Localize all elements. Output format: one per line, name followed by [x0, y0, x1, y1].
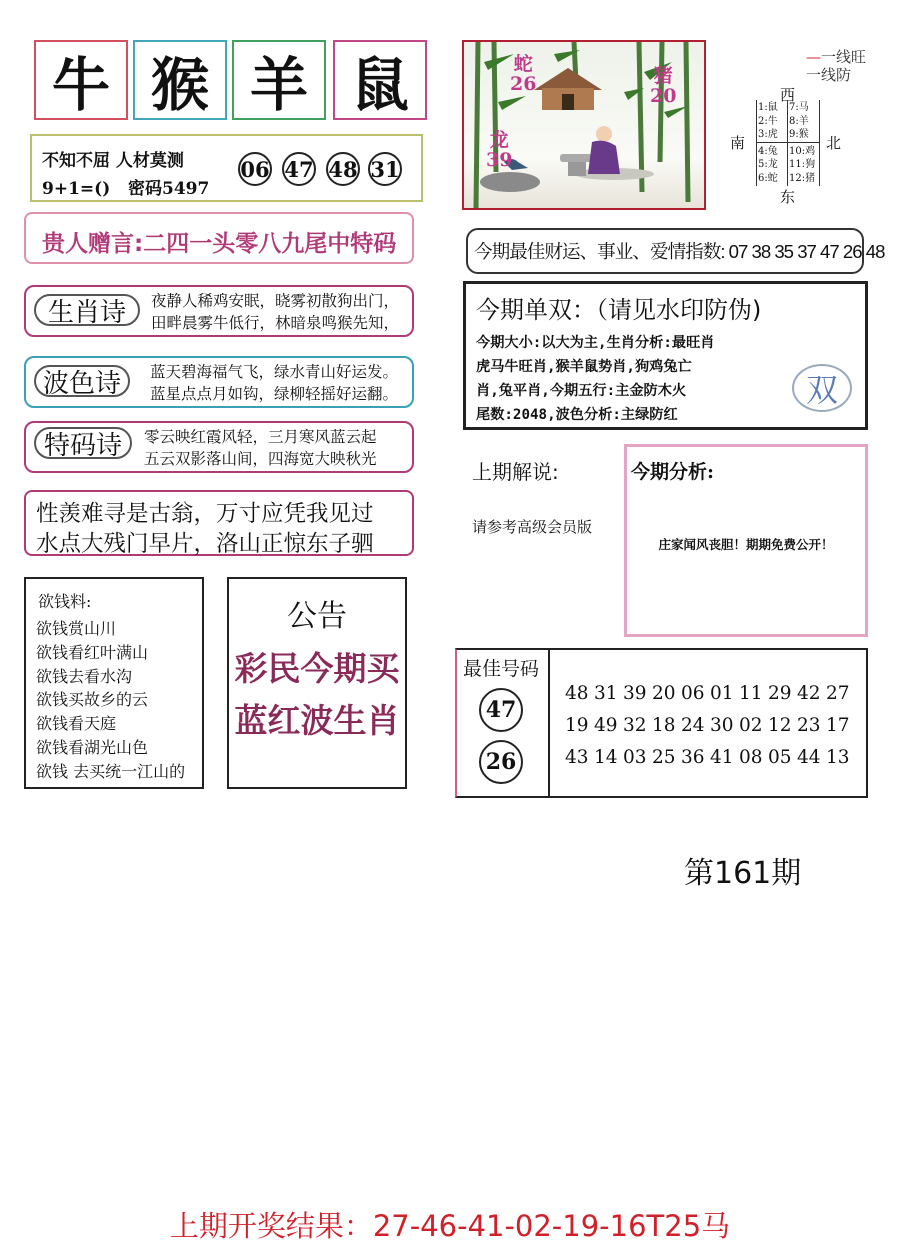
zodiac-poem-label: 生肖诗: [34, 294, 140, 326]
money-line: 欲钱买故乡的云: [36, 690, 149, 709]
compass-center-line: [787, 100, 788, 186]
compass-zodiac-left: 1:鼠 2:牛 3:虎 4:兔 5:龙 6:蛇: [758, 102, 778, 184]
odd-even-line: 尾数:2048,波色分析:主绿防红: [476, 407, 678, 423]
fortune-box: [466, 228, 885, 274]
zodiac-cell-3: 羊: [232, 40, 326, 120]
painting-label-snake: 蛇 26: [510, 53, 537, 95]
riddle-line-2: 9+1=() 密码5497: [42, 179, 210, 199]
odd-even-box: [463, 281, 868, 430]
last-explain-title: 上期解说:: [472, 460, 559, 484]
zodiac-poem-line-2: 田畔晨雾牛低行，林暗泉鸣猴先知，: [151, 314, 400, 332]
wave-poem-label: 波色诗: [34, 365, 130, 397]
last-result: 上期开奖结果：27-46-41-02-19-16T25马: [169, 1209, 731, 1243]
best-picks-column: [457, 650, 550, 796]
compass-south: 南: [730, 134, 746, 152]
noble-words-box: [24, 212, 414, 264]
watermark-stamp: 双: [792, 364, 852, 412]
money-line: 欲钱 去买统一江山的: [36, 762, 186, 781]
notice-line-1: 彩民今期买: [234, 649, 400, 688]
riddle-number-3: 48: [326, 152, 360, 186]
legend-guard: 一线防: [806, 66, 852, 84]
best-numbers-grid: [565, 678, 855, 774]
wave-poem-box: [24, 356, 414, 408]
zodiac-poem-box: [24, 285, 414, 337]
verse-line-1: 性羡难寻是古翁，万寸应凭我见过: [36, 501, 374, 527]
compass-east: 东: [780, 188, 796, 206]
money-title: 欲钱料:: [38, 592, 92, 611]
compass-north: 北: [826, 134, 842, 152]
notice-title: 公告: [287, 599, 347, 634]
special-poem-line-2: 五云双影落山间，四海宽大映秋光: [144, 450, 377, 468]
money-line: 欲钱去看水沟: [36, 667, 133, 686]
notice-box: [227, 577, 407, 789]
wave-poem-line-1: 蓝天碧海福气飞，绿水青山好运发。: [150, 363, 399, 381]
odd-even-line: 虎马牛旺肖,猴羊鼠势肖,狗鸡兔亡: [476, 359, 692, 375]
money-box: [24, 577, 204, 789]
money-line: 欲钱赏山川: [36, 619, 117, 638]
fortune-text: 今期最佳财运、事业、爱情指数: 07 38 35 37 47 26 48: [474, 241, 885, 262]
money-line: 欲钱看湖光山色: [36, 738, 149, 757]
issue-number: 第161期: [684, 856, 802, 891]
painting-label-dragon: 龙 39: [486, 129, 513, 171]
best-pick-2: 26: [479, 740, 523, 784]
verse-box: [24, 490, 414, 556]
number-row: 43 14 03 25 36 41 08 05 44 13: [565, 747, 850, 768]
best-numbers-box: [455, 648, 868, 798]
riddle-box: [30, 134, 423, 202]
compass-zodiac-right: 7:马 8:羊 9:猴 10:鸡 11:狗 12:猪: [789, 102, 816, 184]
wave-poem-line-2: 蓝星点点月如钩，绿柳轻摇好运翻。: [150, 385, 399, 403]
money-line: 欲钱看天庭: [36, 714, 117, 733]
noble-words: 贵人赠言:二四一头零八九尾中特码: [42, 231, 397, 257]
legend-prosper: —一线旺: [806, 48, 867, 66]
analysis-box: [624, 444, 868, 637]
money-line: 欲钱看红叶满山: [36, 643, 149, 662]
number-row: 19 49 32 18 24 30 02 12 23 17: [565, 715, 850, 736]
compass-west: 西: [780, 86, 796, 104]
painting-label-pig: 猪 20: [650, 65, 677, 107]
special-poem-box: [24, 421, 414, 473]
riddle-line-1: 不知不屈 人材莫测: [42, 151, 184, 171]
zodiac-cell-4: 鼠: [333, 40, 427, 120]
number-row: 48 31 39 20 06 01 11 29 42 27: [565, 683, 850, 704]
riddle-number-2: 47: [282, 152, 316, 186]
odd-even-title: 今期单双：（请见水印防伪): [476, 296, 762, 324]
best-pick-1: 47: [479, 688, 523, 732]
compass: [720, 40, 880, 210]
odd-even-line: 肖,兔平肖,今期五行:主金防木火: [476, 383, 687, 399]
notice-line-2: 蓝红波生肖: [234, 701, 400, 740]
zodiac-cell-2: 猴: [133, 40, 227, 120]
last-explain-note: 请参考高级会员版: [472, 518, 593, 536]
verse-line-2: 水点大残门早片，洛山正惊东子驷: [36, 531, 374, 557]
riddle-number-4: 31: [368, 152, 402, 186]
analysis-title: 今期分析:: [631, 461, 715, 483]
riddle-number-1: 06: [238, 152, 272, 186]
best-numbers-title: 最佳号码: [463, 658, 540, 680]
special-poem-line-1: 零云映红霞风轻，三月寒风蓝云起: [144, 428, 377, 446]
odd-even-line: 今期大小:以大为主,生肖分析:最旺肖: [476, 335, 715, 351]
special-poem-label: 特码诗: [34, 427, 132, 459]
zodiac-poem-line-1: 夜静人稀鸡安眠，晓雾初散狗出门，: [151, 292, 400, 310]
zodiac-cell-1: 牛: [34, 40, 128, 120]
painting: [462, 40, 706, 210]
analysis-body: 庄家闻风丧胆！期期免费公开！: [658, 537, 834, 552]
